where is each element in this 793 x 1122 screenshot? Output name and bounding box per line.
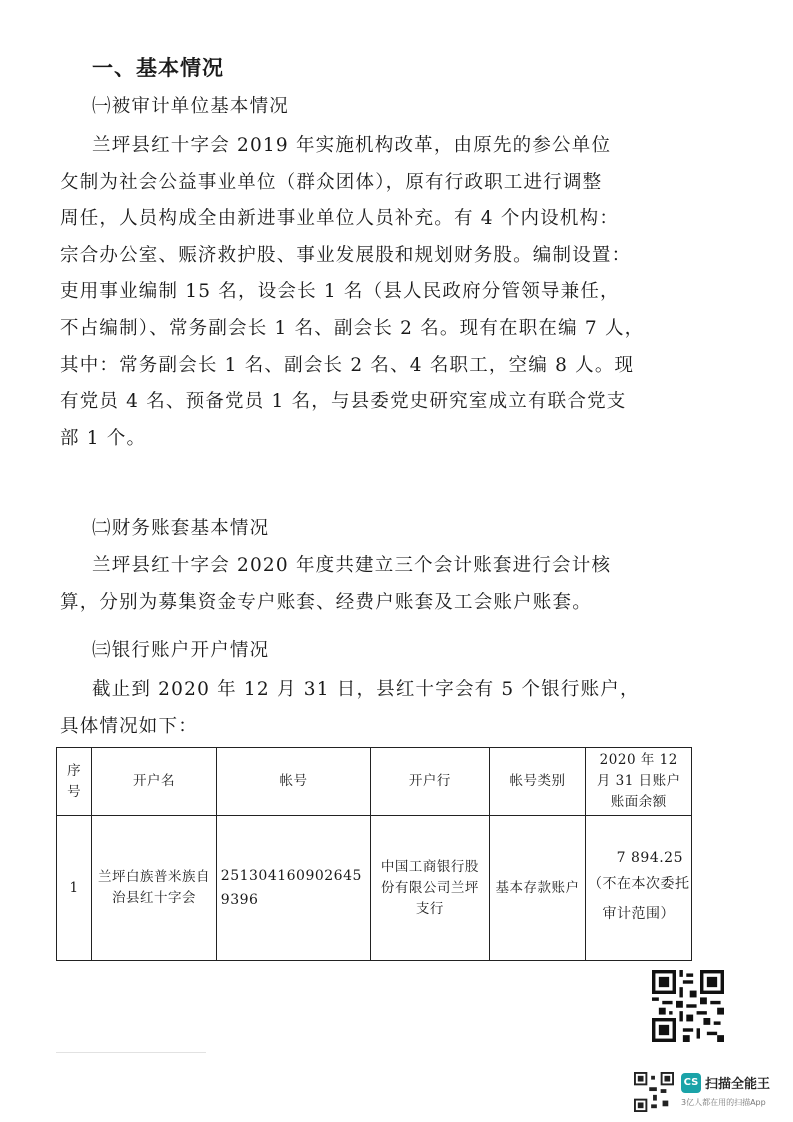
cell-balance: [586, 816, 692, 961]
header-account-number: 帐号: [216, 748, 370, 816]
paragraph-line: 算，分别为募集资金专户账套、经费户账套及工会账户账套。: [60, 591, 592, 613]
cell-account-name: 兰坪白族普米族自治县红十字会: [92, 816, 217, 961]
header-account-name: 开户名: [92, 748, 217, 816]
header-account-type: 帐号类别: [489, 748, 586, 816]
qr-code-icon: [652, 970, 724, 1042]
scanner-tagline: 3亿人都在用的扫描App: [681, 1098, 766, 1107]
paragraph-line: 有党员 4 名、预备党员 1 名，与县委党史研究室成立有联合党支: [60, 391, 627, 413]
section-heading: 一、基本情况: [92, 56, 224, 80]
camscanner-logo-icon: CS: [681, 1073, 701, 1093]
paragraph-line: 不占编制）、常务副会长 1 名、副会长 2 名。现有在职在编 7 人，: [60, 317, 645, 339]
scan-artifact-line: [56, 1052, 206, 1053]
header-no: 序号: [57, 748, 92, 816]
paragraph-line: 兰坪县红十字会 2020 年度共建立三个会计账套进行会计核: [92, 555, 612, 576]
header-bank: 开户行: [371, 748, 489, 816]
paragraph-line: 兰坪县红十字会 2019 年实施机构改革，由原先的参公单位: [92, 135, 612, 156]
paragraph-line: 部 1 个。: [60, 427, 147, 449]
paragraph-line: 具体情况如下：: [60, 715, 198, 737]
paragraph-line: 周任，人员构成全由新进事业单位人员补充。有 4 个内设机构：: [60, 208, 620, 230]
scanner-brand-name: 扫描全能王: [705, 1077, 771, 1092]
bank-account-table: [56, 747, 692, 961]
cell-bank: 中国工商银行股份有限公司兰坪支行: [371, 816, 489, 961]
table-header-row: [57, 748, 692, 816]
paragraph-accounting-sets: [60, 548, 680, 621]
scanner-app-qr-icon: [634, 1072, 674, 1112]
paragraph-unit-overview: [60, 128, 680, 457]
cell-account-type: 基本存款账户: [489, 816, 586, 961]
cell-no: 1: [57, 816, 92, 961]
paragraph-line: 攵制为社会公益事业单位（群众团体），原有行政职工进行调整: [60, 171, 603, 193]
paragraph-line: 吏用事业编制 15 名，设会长 1 名（县人民政府分管领导兼任，: [60, 281, 620, 303]
cell-account-number: 2513041609026459396: [216, 816, 370, 961]
subsection-title-1: ㈠被审计单位基本情况: [92, 96, 290, 117]
table-row: [57, 816, 692, 961]
header-balance: 2020 年 12 月 31 日账户账面余额: [586, 748, 692, 816]
balance-note: （不在本次委托审计范围）: [587, 875, 690, 922]
paragraph-line: 宗合办公室、赈济救护股、事业发展股和规划财务股。编制设置：: [60, 244, 632, 266]
subsection-title-2: ㈡财务账套基本情况: [92, 518, 270, 539]
paragraph-line: 截止到 2020 年 12 月 31 日，县红十字会有 5 个银行账户，: [92, 679, 640, 700]
subsection-title-3: ㈢银行账户开户情况: [92, 640, 270, 661]
balance-amount: 7 894.25: [616, 849, 683, 866]
paragraph-bank-accounts: [60, 672, 680, 745]
paragraph-line: 其中：常务副会长 1 名、副会长 2 名、4 名职工，空编 8 人。现: [60, 354, 635, 376]
